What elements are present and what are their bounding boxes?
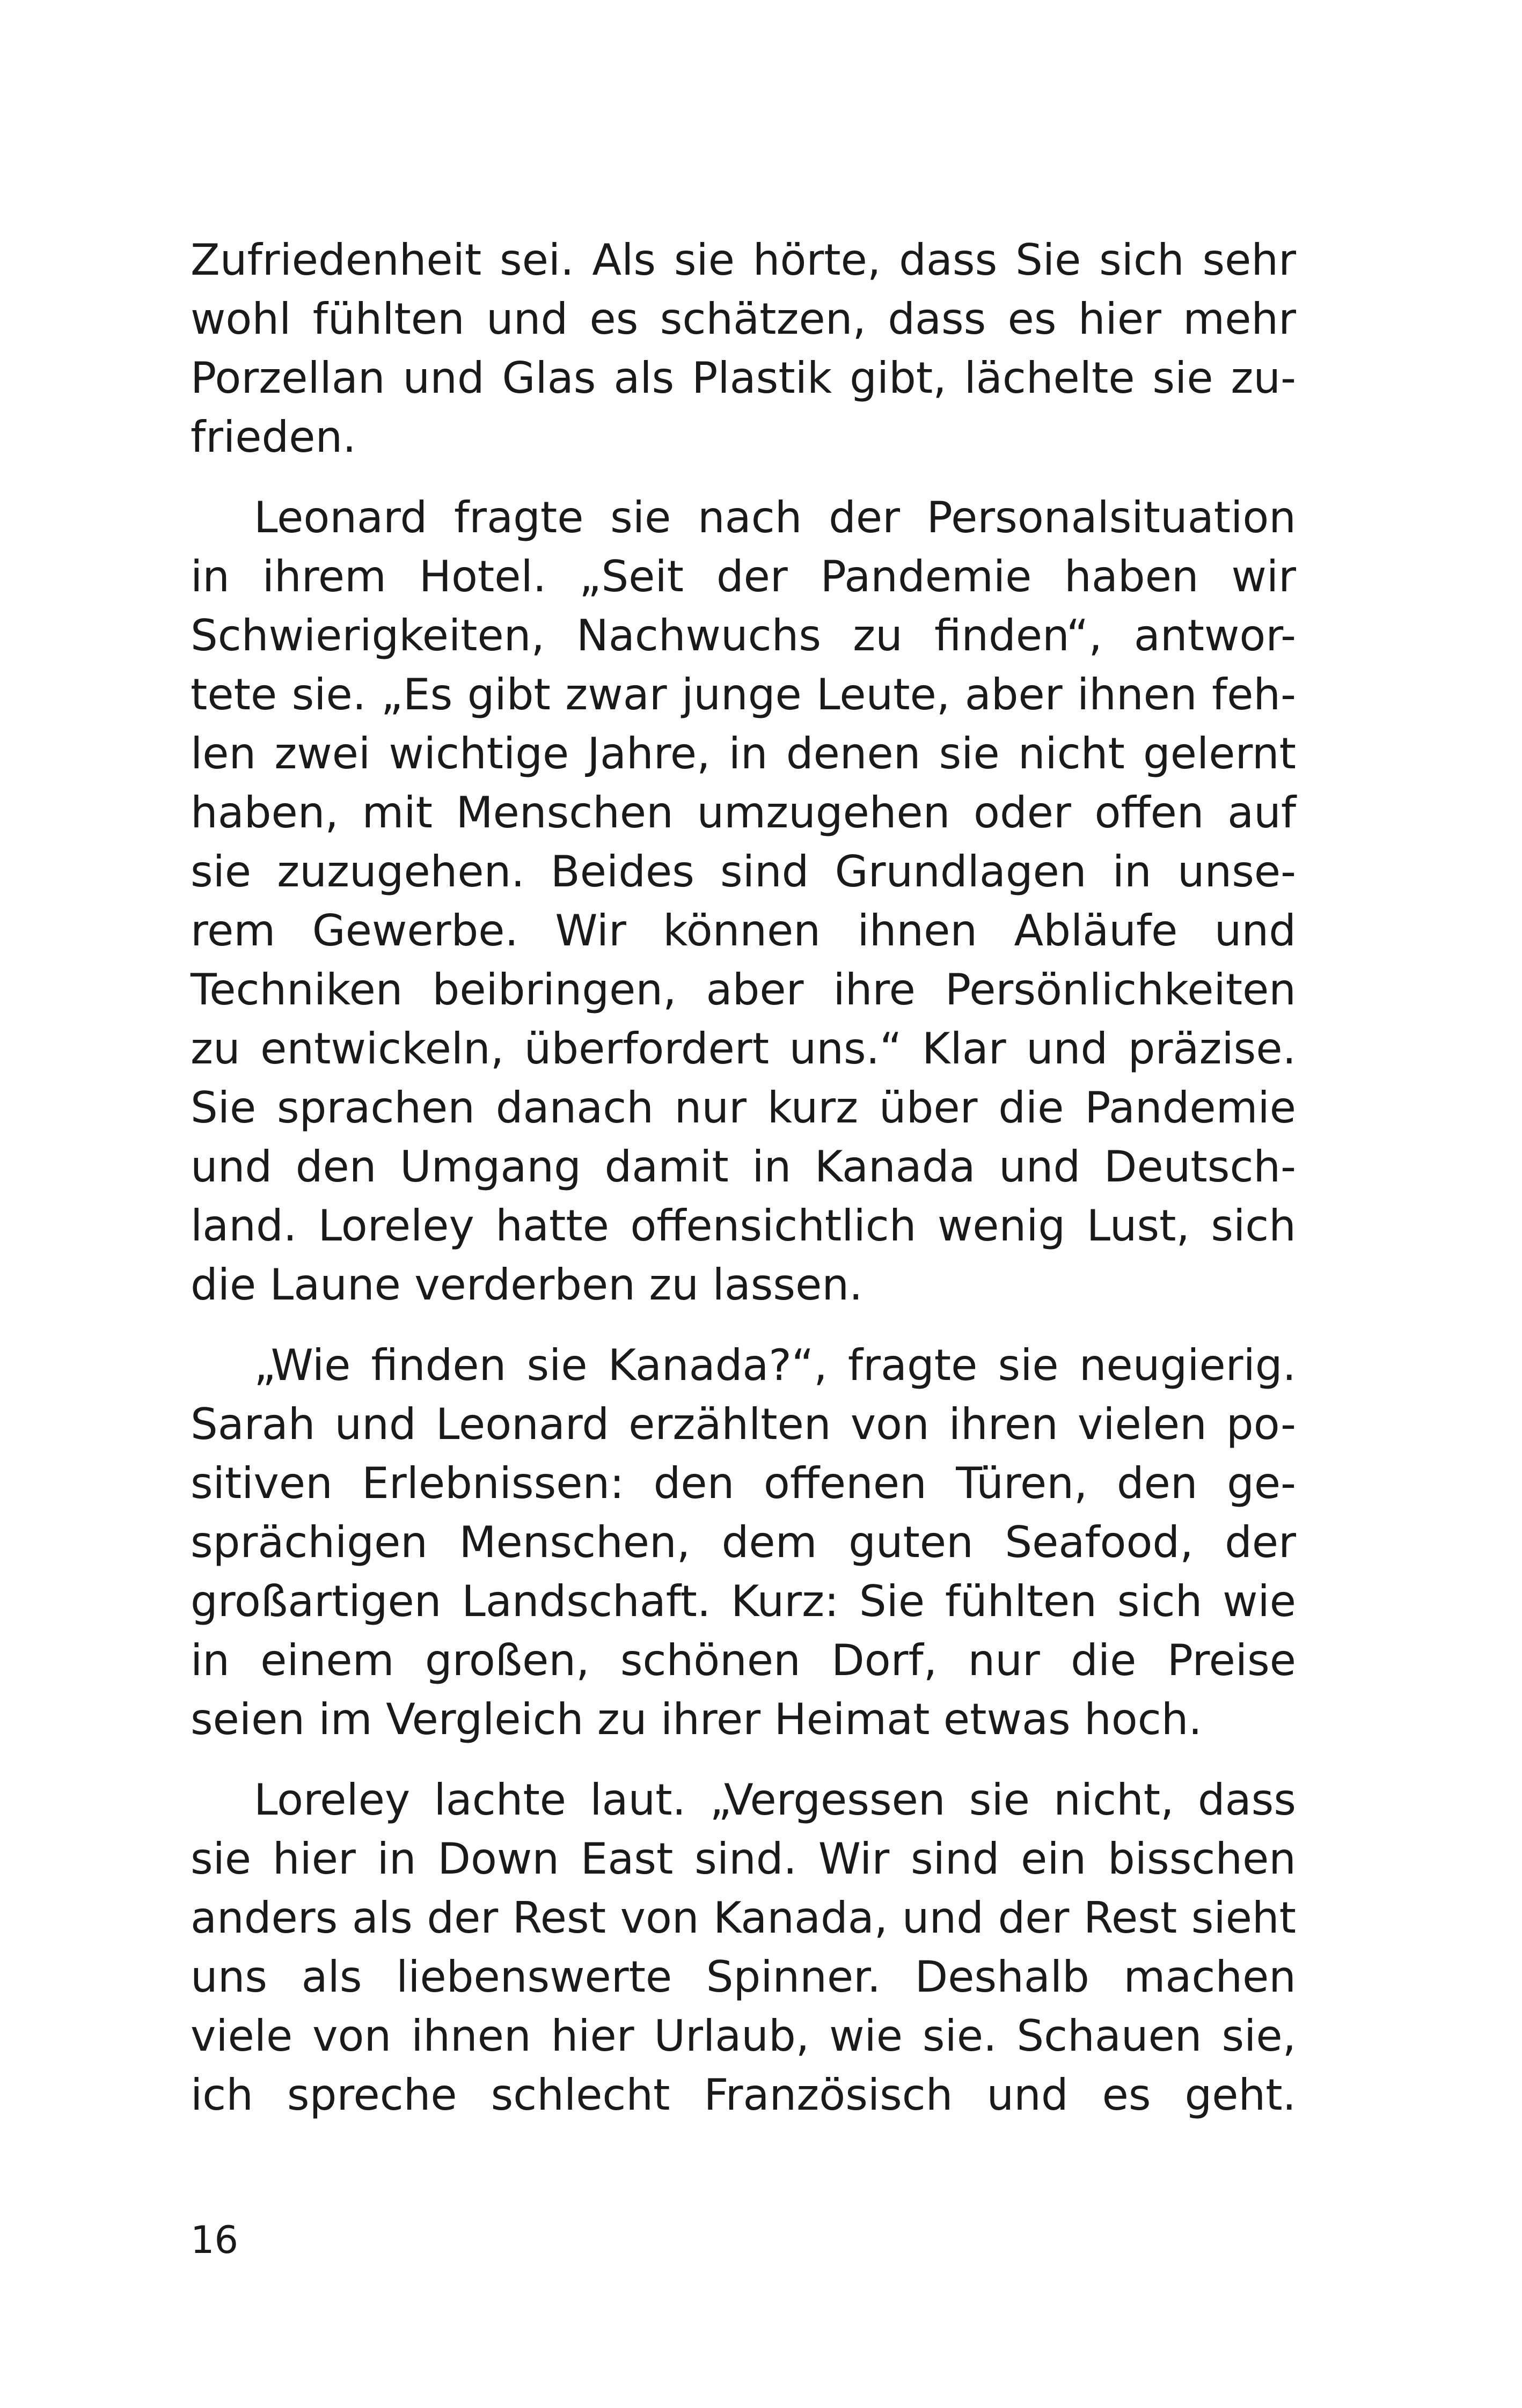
page-number: 16 (191, 2218, 239, 2262)
text-line: ich spreche schlecht Französisch und es geht. (191, 2070, 1296, 2120)
text-line: haben, mit Menschen umzugehen oder offen auf (191, 788, 1296, 838)
paragraph-3 (191, 1336, 1296, 1749)
text-line: uns als liebenswerte Spinner. Deshalb machen (191, 1952, 1296, 2002)
paragraph-1 (191, 231, 1296, 467)
text-line: tete sie. „Es gibt zwar junge Leute, aber ihnen feh- (191, 670, 1296, 720)
text-line: in ihrem Hotel. „Seit der Pandemie haben wir (191, 552, 1296, 601)
text-line: wohl fühlten und es schätzen, dass es hier mehr (191, 294, 1296, 344)
text-line: und den Umgang damit in Kanada und Deutsch- (191, 1142, 1296, 1192)
text-line: Techniken beibringen, aber ihre Persönlichkeiten (191, 965, 1296, 1015)
text-line: Leonard fragte sie nach der Personalsituation (254, 493, 1296, 542)
text-line: die Laune verderben zu lassen. (191, 1260, 863, 1310)
text-line: frieden. (191, 412, 356, 462)
text-line: land. Loreley hatte offensichtlich wenig Lust, sich (191, 1201, 1296, 1251)
text-line: Sie sprachen danach nur kurz über die Pandemie (191, 1083, 1296, 1133)
text-line: sprächigen Menschen, dem guten Seafood, der (191, 1517, 1296, 1567)
paragraph-4 (191, 1771, 1296, 2125)
text-line: Loreley lachte laut. „Vergessen sie nicht, dass (254, 1775, 1296, 1825)
text-line: rem Gewerbe. Wir können ihnen Abläufe und (191, 906, 1296, 956)
text-line: len zwei wichtige Jahre, in denen sie nicht gelernt (191, 729, 1296, 779)
text-line: seien im Vergleich zu ihrer Heimat etwas hoch. (191, 1694, 1202, 1744)
text-line: Sarah und Leonard erzählten von ihren vielen po- (191, 1399, 1296, 1449)
text-line: großartigen Landschaft. Kurz: Sie fühlten sich wie (191, 1576, 1296, 1626)
text-line: Zufriedenheit sei. Als sie hörte, dass Sie sich sehr (191, 235, 1296, 285)
text-line: Porzellan und Glas als Plastik gibt, lächelte sie zu- (191, 353, 1296, 403)
text-line: in einem großen, schönen Dorf, nur die Preise (191, 1635, 1296, 1685)
text-line: anders als der Rest von Kanada, und der Rest sieht (191, 1893, 1296, 1943)
text-line: sitiven Erlebnissen: den offenen Türen, den ge- (191, 1458, 1296, 1508)
text-line: „Wie finden sie Kanada?“, fragte sie neugierig. (254, 1340, 1296, 1390)
text-line: Schwierigkeiten, Nachwuchs zu finden“, antwor- (191, 611, 1296, 660)
text-line: zu entwickeln, überfordert uns.“ Klar und präzise. (191, 1024, 1296, 1074)
body-text (191, 231, 1296, 2146)
text-line: sie hier in Down East sind. Wir sind ein bisschen (191, 1834, 1296, 1884)
text-line: sie zuzugehen. Beides sind Grundlagen in unse- (191, 847, 1296, 897)
paragraph-2 (191, 488, 1296, 1315)
text-line: viele von ihnen hier Urlaub, wie sie. Schauen sie, (191, 2011, 1296, 2061)
